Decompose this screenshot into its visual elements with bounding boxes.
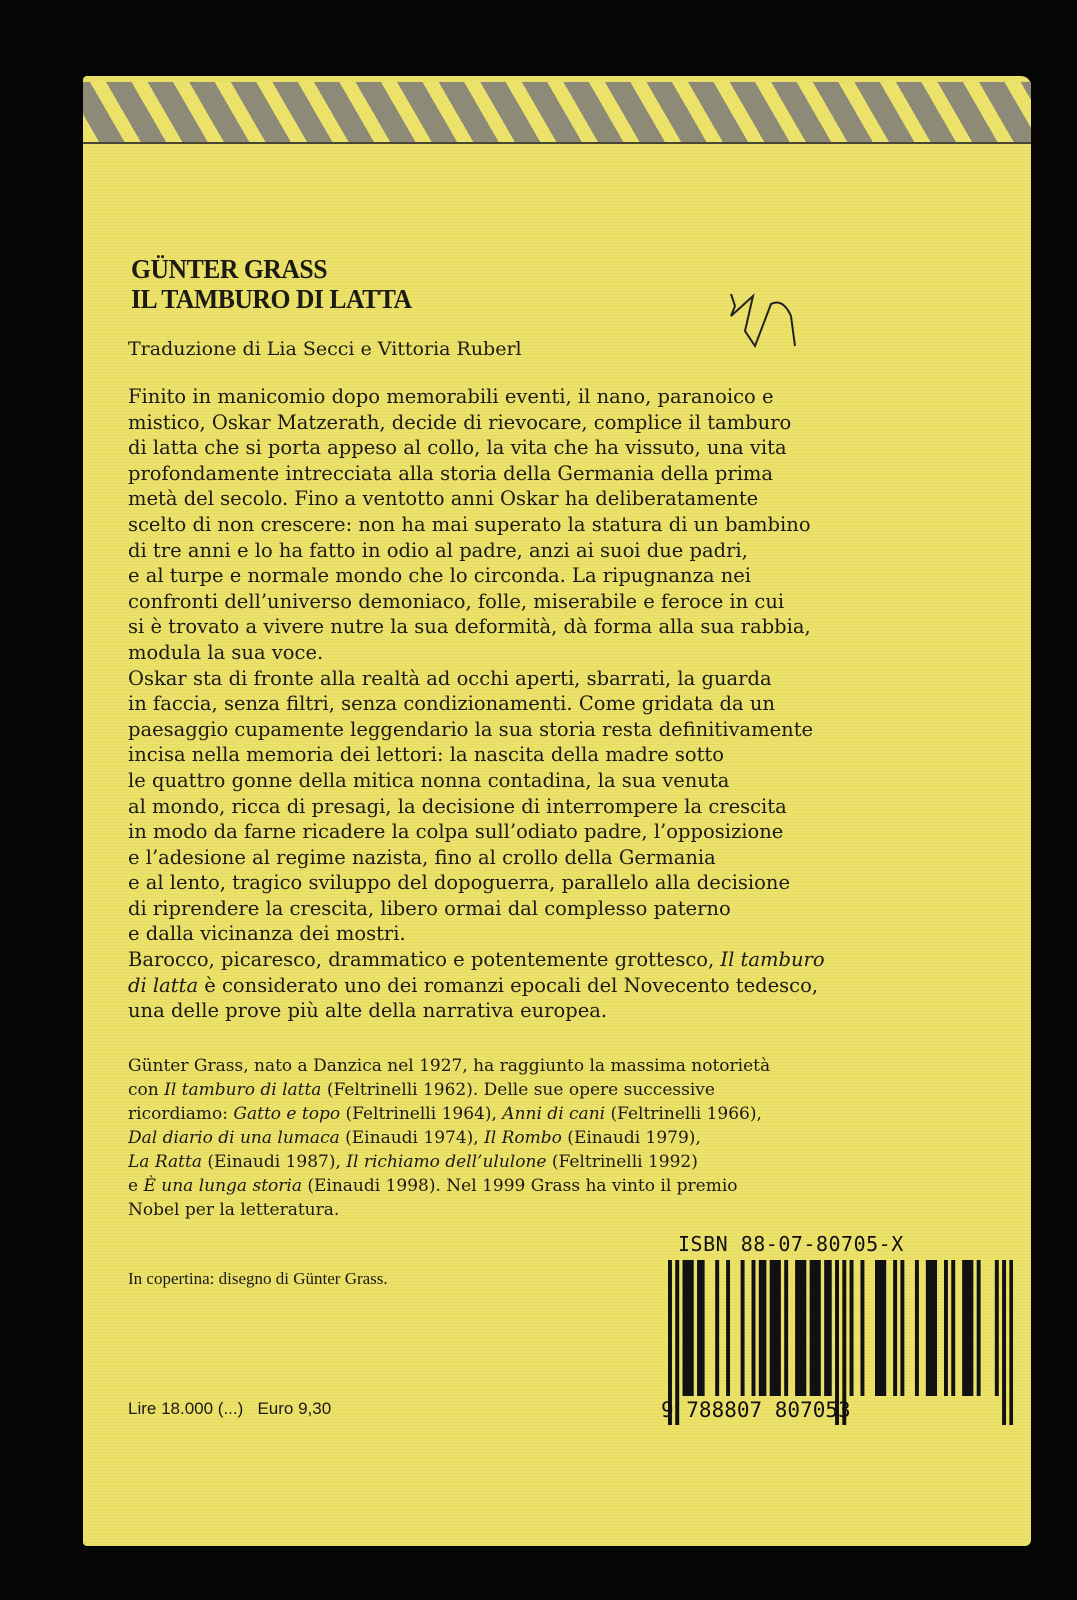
- text-line: [128, 896, 825, 922]
- barcode-bar: [683, 1260, 687, 1396]
- barcode-bar: [944, 1260, 948, 1396]
- price: Lire 18.000 (...) Euro 9,30: [128, 1399, 332, 1418]
- text-line: [128, 1198, 770, 1222]
- text-line: [128, 1054, 770, 1078]
- text-segment: (Einaudi 1987),: [201, 1152, 347, 1172]
- text-segment: le quattro gonne della mitica nonna contadina, la sua venuta: [128, 768, 730, 792]
- cover-credit: In copertina: disegno di Günter Grass.: [128, 1269, 388, 1288]
- text-segment: e al turpe e normale mondo che lo circonda. La ripugnanza nei: [128, 564, 752, 588]
- text-segment: e l’adesione al regime nazista, fino al crollo della Germania: [128, 845, 716, 869]
- barcode-bar: [784, 1260, 788, 1396]
- isbn: ISBN 88-07-80705-X: [678, 1232, 904, 1256]
- text-segment: di tre anni e lo ha fatto in odio al padre, anzi ai suoi due padri,: [128, 538, 748, 562]
- text-line: [128, 486, 825, 512]
- barcode-bar: [951, 1260, 955, 1396]
- barcode-bar: [860, 1260, 864, 1396]
- text-segment: (Feltrinelli 1962). Delle sue opere successive: [321, 1080, 715, 1100]
- text-segment: di latta che si porta appeso al collo, la vita che ha vissuto, una vita: [128, 436, 787, 460]
- text-segment: scelto di non crescere: non ha mai superato la statura di un bambino: [128, 512, 811, 536]
- text-line: [128, 614, 825, 640]
- barcode-bar: [1002, 1260, 1006, 1425]
- text-segment: Barocco, picaresco, drammatico e potentemente grottesco,: [128, 948, 721, 972]
- text-line: [128, 1150, 770, 1174]
- text-segment: al mondo, ricca di presagi, la decisione di interrompere la crescita: [128, 794, 787, 818]
- text-line: [128, 461, 825, 487]
- barcode-bar: [799, 1260, 803, 1396]
- translation-credit: Traduzione di Lia Secci e Vittoria Ruberl: [128, 338, 522, 360]
- text-line: [128, 435, 825, 461]
- author-name: GÜNTER GRASS: [131, 254, 327, 284]
- barcode-bar: [926, 1260, 930, 1396]
- text-line: [128, 947, 825, 973]
- barcode-bar: [777, 1260, 781, 1396]
- barcode-bar: [828, 1260, 832, 1396]
- barcode-bar: [770, 1260, 774, 1396]
- text-line: [128, 410, 825, 436]
- barcode-bar: [875, 1260, 879, 1396]
- text-segment: con: [128, 1080, 165, 1100]
- text-segment: metà del secolo. Fino a ventotto anni Oskar ha deliberatamente: [128, 487, 759, 511]
- italic-title: Dal diario di una lumaca: [128, 1128, 340, 1148]
- italic-title: Gatto e topo: [233, 1104, 341, 1124]
- text-segment: Finito in manicomio dopo memorabili eventi, il nano, paranoico e: [128, 385, 774, 408]
- ean-number: 9 788807 807053: [661, 1398, 851, 1422]
- text-segment: e al lento, tragico sviluppo del dopoguerra, parallelo alla decisione: [128, 871, 791, 895]
- italic-title: Il richiamo dell’ululone: [346, 1152, 547, 1172]
- text-segment: di riprendere la crescita, libero ormai dal complesso paterno: [128, 896, 731, 920]
- barcode-bar: [962, 1260, 966, 1396]
- text-segment: si è trovato a vivere nutre la sua deformità, dà forma alla sua rabbia,: [128, 615, 811, 639]
- text-line: [128, 1126, 770, 1150]
- barcode-bar: [726, 1260, 730, 1396]
- text-segment: (Feltrinelli 1964),: [340, 1104, 503, 1124]
- barcode-bar: [686, 1260, 690, 1396]
- barcode-bar: [824, 1260, 828, 1396]
- barcode-bar: [759, 1260, 763, 1396]
- text-line: [128, 538, 825, 564]
- book-heading: [131, 254, 412, 314]
- text-line: [128, 742, 825, 768]
- text-segment: mistico, Oskar Matzerath, decide di rievocare, complice il tamburo: [128, 410, 792, 434]
- barcode-bar: [977, 1260, 981, 1396]
- text-line: [128, 512, 825, 538]
- italic-title: Il Rombo: [484, 1128, 562, 1148]
- barcode-bar: [795, 1260, 799, 1396]
- barcode-bar: [969, 1260, 973, 1396]
- text-line: [128, 819, 825, 845]
- barcode-bar: [995, 1260, 999, 1396]
- text-segment: paesaggio cupamente leggendario la sua storia resta definitivamente: [128, 717, 814, 741]
- barcode-bar: [915, 1260, 919, 1396]
- text-line: [128, 794, 825, 820]
- text-line: [128, 666, 825, 692]
- text-line: [128, 691, 825, 717]
- text-line: [128, 973, 825, 999]
- text-line: [128, 768, 825, 794]
- barcode-bar: [1009, 1260, 1013, 1425]
- italic-title: Il tamburo: [720, 948, 825, 972]
- text-segment: profondamente intrecciata alla storia della Germania della prima: [128, 461, 774, 485]
- text-segment: (Feltrinelli 1992): [546, 1152, 698, 1172]
- barcode-bar: [810, 1260, 814, 1396]
- barcode-bar: [813, 1260, 817, 1396]
- barcode-bar: [817, 1260, 821, 1396]
- text-segment: (Einaudi 1974),: [339, 1128, 485, 1148]
- book-back-cover: [83, 76, 1031, 1546]
- text-segment: confronti dell’universo demoniaco, folle, miserabile e feroce in cui: [128, 589, 785, 613]
- text-segment: (Einaudi 1979),: [561, 1128, 701, 1148]
- barcode-bar: [966, 1260, 970, 1396]
- text-segment: (Feltrinelli 1966),: [605, 1104, 762, 1124]
- text-segment: una delle prove più alte della narrativa europea.: [128, 999, 608, 1023]
- text-segment: è considerato uno dei romanzi epocali del Novecento tedesco,: [198, 973, 819, 997]
- text-line: [128, 998, 825, 1024]
- barcode-bar: [933, 1260, 937, 1396]
- text-segment: in faccia, senza filtri, senza condizionamenti. Come gridata da un: [128, 692, 775, 716]
- barcode-bar: [900, 1260, 904, 1396]
- barcode-bar: [850, 1260, 854, 1396]
- text-line: [128, 1102, 770, 1126]
- italic-title: Anni di cani: [502, 1104, 606, 1124]
- barcode-bar: [802, 1260, 806, 1396]
- barcode-bar: [697, 1260, 701, 1396]
- barcode-bar: [690, 1260, 694, 1396]
- text-line: [128, 640, 825, 666]
- text-segment: e: [128, 1176, 144, 1196]
- synopsis: [128, 384, 825, 1024]
- italic-title: Il tamburo di latta: [164, 1080, 322, 1100]
- text-line: [128, 870, 825, 896]
- handwritten-mark: [723, 276, 843, 376]
- text-line: [128, 589, 825, 615]
- barcode-bar: [752, 1260, 756, 1396]
- barcode-bar: [741, 1260, 745, 1396]
- italic-title: È una lunga storia: [143, 1176, 302, 1196]
- text-segment: (Einaudi 1998). Nel 1999 Grass ha vinto il premio: [301, 1176, 738, 1196]
- text-segment: ricordiamo:: [128, 1104, 234, 1124]
- text-line: [128, 717, 825, 743]
- text-segment: incisa nella memoria dei lettori: la nascita della madre sotto: [128, 743, 725, 767]
- text-line: [128, 1174, 770, 1198]
- text-line: [128, 384, 825, 410]
- barcode-bar: [762, 1260, 766, 1396]
- barcode-bar: [773, 1260, 777, 1396]
- italic-title: La Ratta: [128, 1152, 202, 1172]
- barcode-bar: [715, 1260, 719, 1396]
- text-line: [128, 921, 825, 947]
- barcode-bar: [701, 1260, 705, 1396]
- text-segment: modula la sua voce.: [128, 640, 324, 664]
- barcode-bar: [879, 1260, 883, 1396]
- text-segment: Günter Grass, nato a Danzica nel 1927, ha raggiunto la massima notorietà: [128, 1056, 771, 1076]
- striped-band: [83, 82, 1031, 144]
- barcode-bar: [893, 1260, 897, 1396]
- text-line: [128, 845, 825, 871]
- text-segment: in modo da farne ricadere la colpa sull’odiato padre, l’opposizione: [128, 820, 784, 844]
- text-line: [128, 1078, 770, 1102]
- text-segment: Nobel per la letteratura.: [128, 1200, 340, 1220]
- barcode-bar: [929, 1260, 933, 1396]
- italic-title: di latta: [128, 973, 199, 997]
- author-bio: [128, 1054, 770, 1222]
- book-title: IL TAMBURO DI LATTA: [131, 284, 412, 314]
- text-segment: e dalla vicinanza dei mostri.: [128, 922, 406, 946]
- text-segment: Oskar sta di fronte alla realtà ad occhi aperti, sbarrati, la guarda: [128, 666, 772, 690]
- barcode-bar: [882, 1260, 886, 1396]
- text-line: [128, 563, 825, 589]
